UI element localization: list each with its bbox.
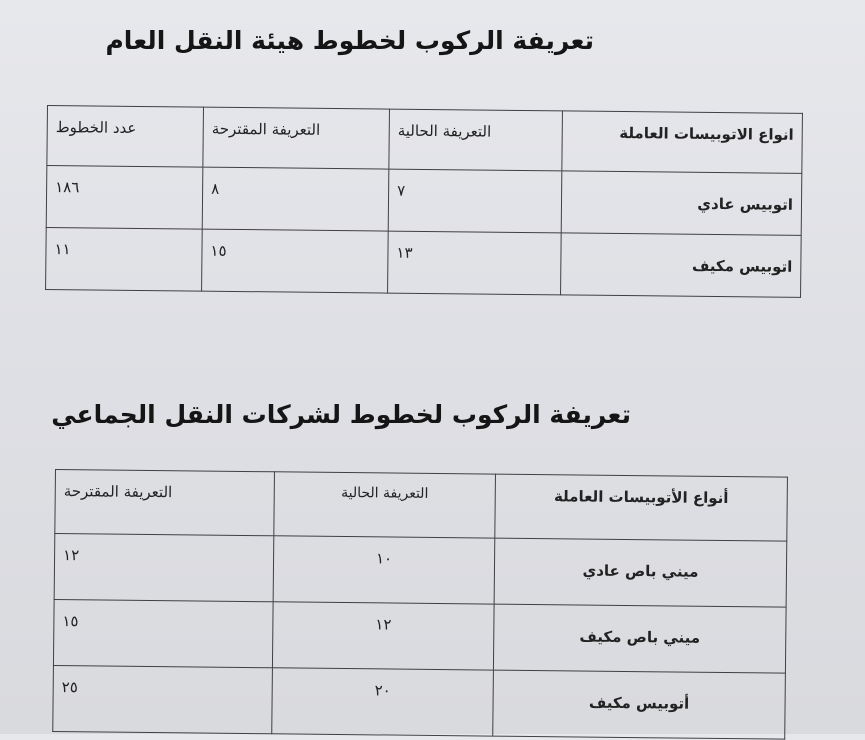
current-fare-cell: ١٠ xyxy=(273,536,495,604)
line-count-cell: ١١ xyxy=(46,227,203,291)
collective-transport-fare-table xyxy=(52,469,788,740)
table-header-row xyxy=(47,106,803,174)
header-current-fare: التعريفة الحالية xyxy=(389,109,563,171)
proposed-fare-cell: ١٥ xyxy=(202,229,389,293)
table-header-row xyxy=(55,470,788,542)
bus-type-cell: اتوبيس مكيف xyxy=(561,233,802,298)
proposed-fare-cell: ٢٥ xyxy=(53,665,273,733)
section-2-title: تعريفة الركوب لخطوط لشركات النقل الجماعي xyxy=(51,400,631,429)
header-bus-type: انواع الاتوبيسات العاملة xyxy=(562,111,803,174)
public-transport-fare-table xyxy=(45,105,803,298)
header-current-fare: التعريفة الحالية xyxy=(274,472,496,538)
header-proposed-fare: التعريفة المقترحة xyxy=(55,470,275,536)
section-1-title: تعريفة الركوب لخطوط هيئة النقل العام xyxy=(105,26,594,55)
proposed-fare-cell: ٨ xyxy=(202,167,389,231)
header-bus-type: أنواع الأتوبيسات العاملة xyxy=(495,474,788,541)
table-row xyxy=(46,166,802,236)
bus-type-cell: ميني باص مكيف xyxy=(493,604,786,673)
proposed-fare-cell: ١٥ xyxy=(53,599,273,667)
header-line-count: عدد الخطوط xyxy=(47,106,204,168)
bus-type-cell: أتوبيس مكيف xyxy=(493,670,786,739)
current-fare-cell: ٢٠ xyxy=(272,668,494,736)
current-fare-cell: ١٢ xyxy=(272,602,494,670)
header-proposed-fare: التعريفة المقترحة xyxy=(203,107,390,169)
current-fare-cell: ٧ xyxy=(388,169,562,233)
table-row xyxy=(46,227,802,297)
bus-type-cell: ميني باص عادي xyxy=(494,538,787,607)
bus-type-cell: اتوبيس عادي xyxy=(561,171,802,236)
current-fare-cell: ١٣ xyxy=(388,231,562,295)
table-row xyxy=(53,665,786,739)
proposed-fare-cell: ١٢ xyxy=(54,534,274,602)
line-count-cell: ١٨٦ xyxy=(46,166,203,230)
table-row xyxy=(54,534,787,608)
table-row xyxy=(53,599,786,673)
